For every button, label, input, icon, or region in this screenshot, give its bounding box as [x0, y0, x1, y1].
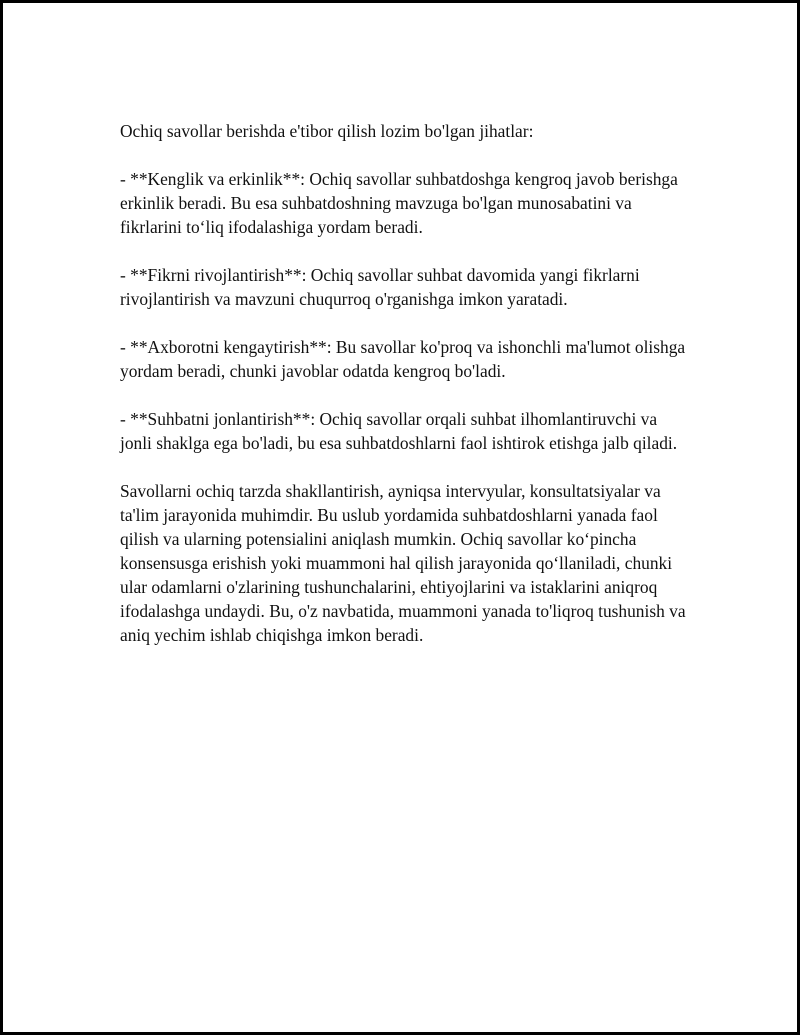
bullet-paragraph-conversation: - **Suhbatni jonlantirish**: Ochiq savollar orqali suhbat ilhomlantiruvchi va jonli shaklga ega bo'ladi, bu esa suhbatdoshlarni faol ishtirok etishga jalb qiladi.: [120, 409, 678, 453]
document-body: [120, 119, 690, 647]
bullet-paragraph-information: - **Axborotni kengaytirish**: Bu savollar ko'proq va ishonchli ma'lumot olishga yordam beradi, chunki javoblar odatda kengroq bo'ladi.: [120, 337, 686, 381]
intro-paragraph: Ochiq savollar berishda e'tibor qilish lozim bo'lgan jihatlar:: [120, 121, 534, 141]
bullet-paragraph-idea-development: - **Fikrni rivojlantirish**: Ochiq savollar suhbat davomida yangi fikrlarni rivojlantirish va mavzuni chuqurroq o'rganishga imkon yaratadi.: [120, 265, 640, 309]
bullet-paragraph-breadth: - **Kenglik va erkinlik**: Ochiq savollar suhbatdoshga kengroq javob berishga erkinlik beradi. Bu esa suhbatdoshning mavzuga bo'lgan munosabatini va fikrlarini to‘liq ifodalashiga yordam beradi.: [120, 169, 678, 237]
conclusion-paragraph: Savollarni ochiq tarzda shakllantirish, ayniqsa intervyular, konsultatsiyalar va ta'lim jarayonida muhimdir. Bu uslub yordamida suhbatdoshlarni yanada faol qilish va ularning potensialini aniqlash mumkin. Ochiq savollar ko‘pincha konsensusga erishish yoki muammoni hal qilish jarayonida qo‘llaniladi, chunki ular odamlarni o'zlarining tushunchalarini, ehtiyojlarini va istaklarini aniqroq ifodalashga undaydi. Bu, o'z navbatida, muammoni yanada to'liqroq tushunish va aniq yechim ishlab chiqishga imkon beradi.: [120, 481, 686, 645]
